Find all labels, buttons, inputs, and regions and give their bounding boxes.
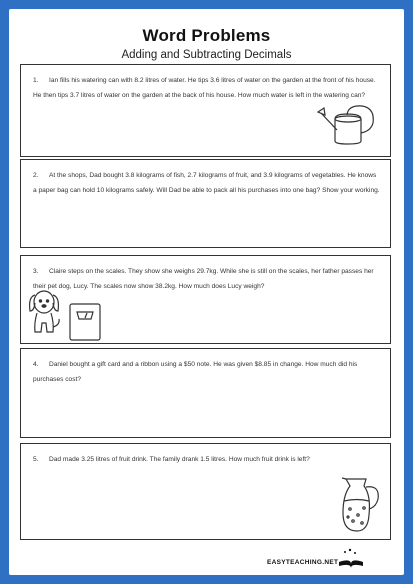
question-box-2 — [20, 159, 391, 248]
question-number: 1. — [33, 77, 39, 84]
dog-icon — [25, 287, 63, 335]
question-box-5 — [20, 443, 391, 540]
question-body: Claire steps on the scales. They show she weighs 29.7kg. While she is still on the scales, her father passes her their pet dog, Lucy. The scales now show 38.2kg. How much does Lucy weigh? — [33, 268, 374, 290]
question-body: Daniel bought a gift card and a ribbon using a $50 note. He was given $8.85 in change. How much did his purchases cost? — [33, 361, 358, 383]
question-box-1 — [20, 64, 391, 157]
jug-icon — [338, 473, 382, 535]
question-text — [33, 357, 380, 387]
question-number: 4. — [33, 361, 39, 368]
question-number: 5. — [33, 456, 39, 463]
question-number: 3. — [33, 268, 39, 275]
question-number: 2. — [33, 172, 39, 179]
question-box-3 — [20, 255, 391, 344]
brand-name: EASYTEACHING.NET — [267, 559, 339, 566]
page-title: Word Problems — [142, 26, 271, 45]
question-text — [33, 73, 380, 103]
question-box-4 — [20, 348, 391, 438]
question-body: Ian fills his watering can with 8.2 litres of water. He tips 3.6 litres of water on the garden at the front of his house. He then tips 3.7 litres of water on the garden at the back of his house. How much water is left in the watering can? — [33, 77, 376, 99]
book-logo-icon — [336, 548, 366, 570]
question-text — [33, 168, 380, 198]
question-text — [33, 264, 380, 294]
scales-icon — [68, 302, 102, 342]
page-subtitle: Adding and Subtracting Decimals — [121, 49, 292, 61]
question-body: At the shops, Dad bought 3.8 kilograms of fish, 2.7 kilograms of fruit, and 3.9 kilograms of vegetables. He knows a paper bag can hold 10 kilograms safely. Will Dad be able to pack all his purchases into one bag? Show your working. — [33, 172, 380, 194]
watering-can-icon — [317, 103, 379, 147]
question-text — [33, 452, 380, 467]
question-body: Dad made 3.25 litres of fruit drink. The family drank 1.5 litres. How much fruit drink is left? — [49, 456, 310, 463]
